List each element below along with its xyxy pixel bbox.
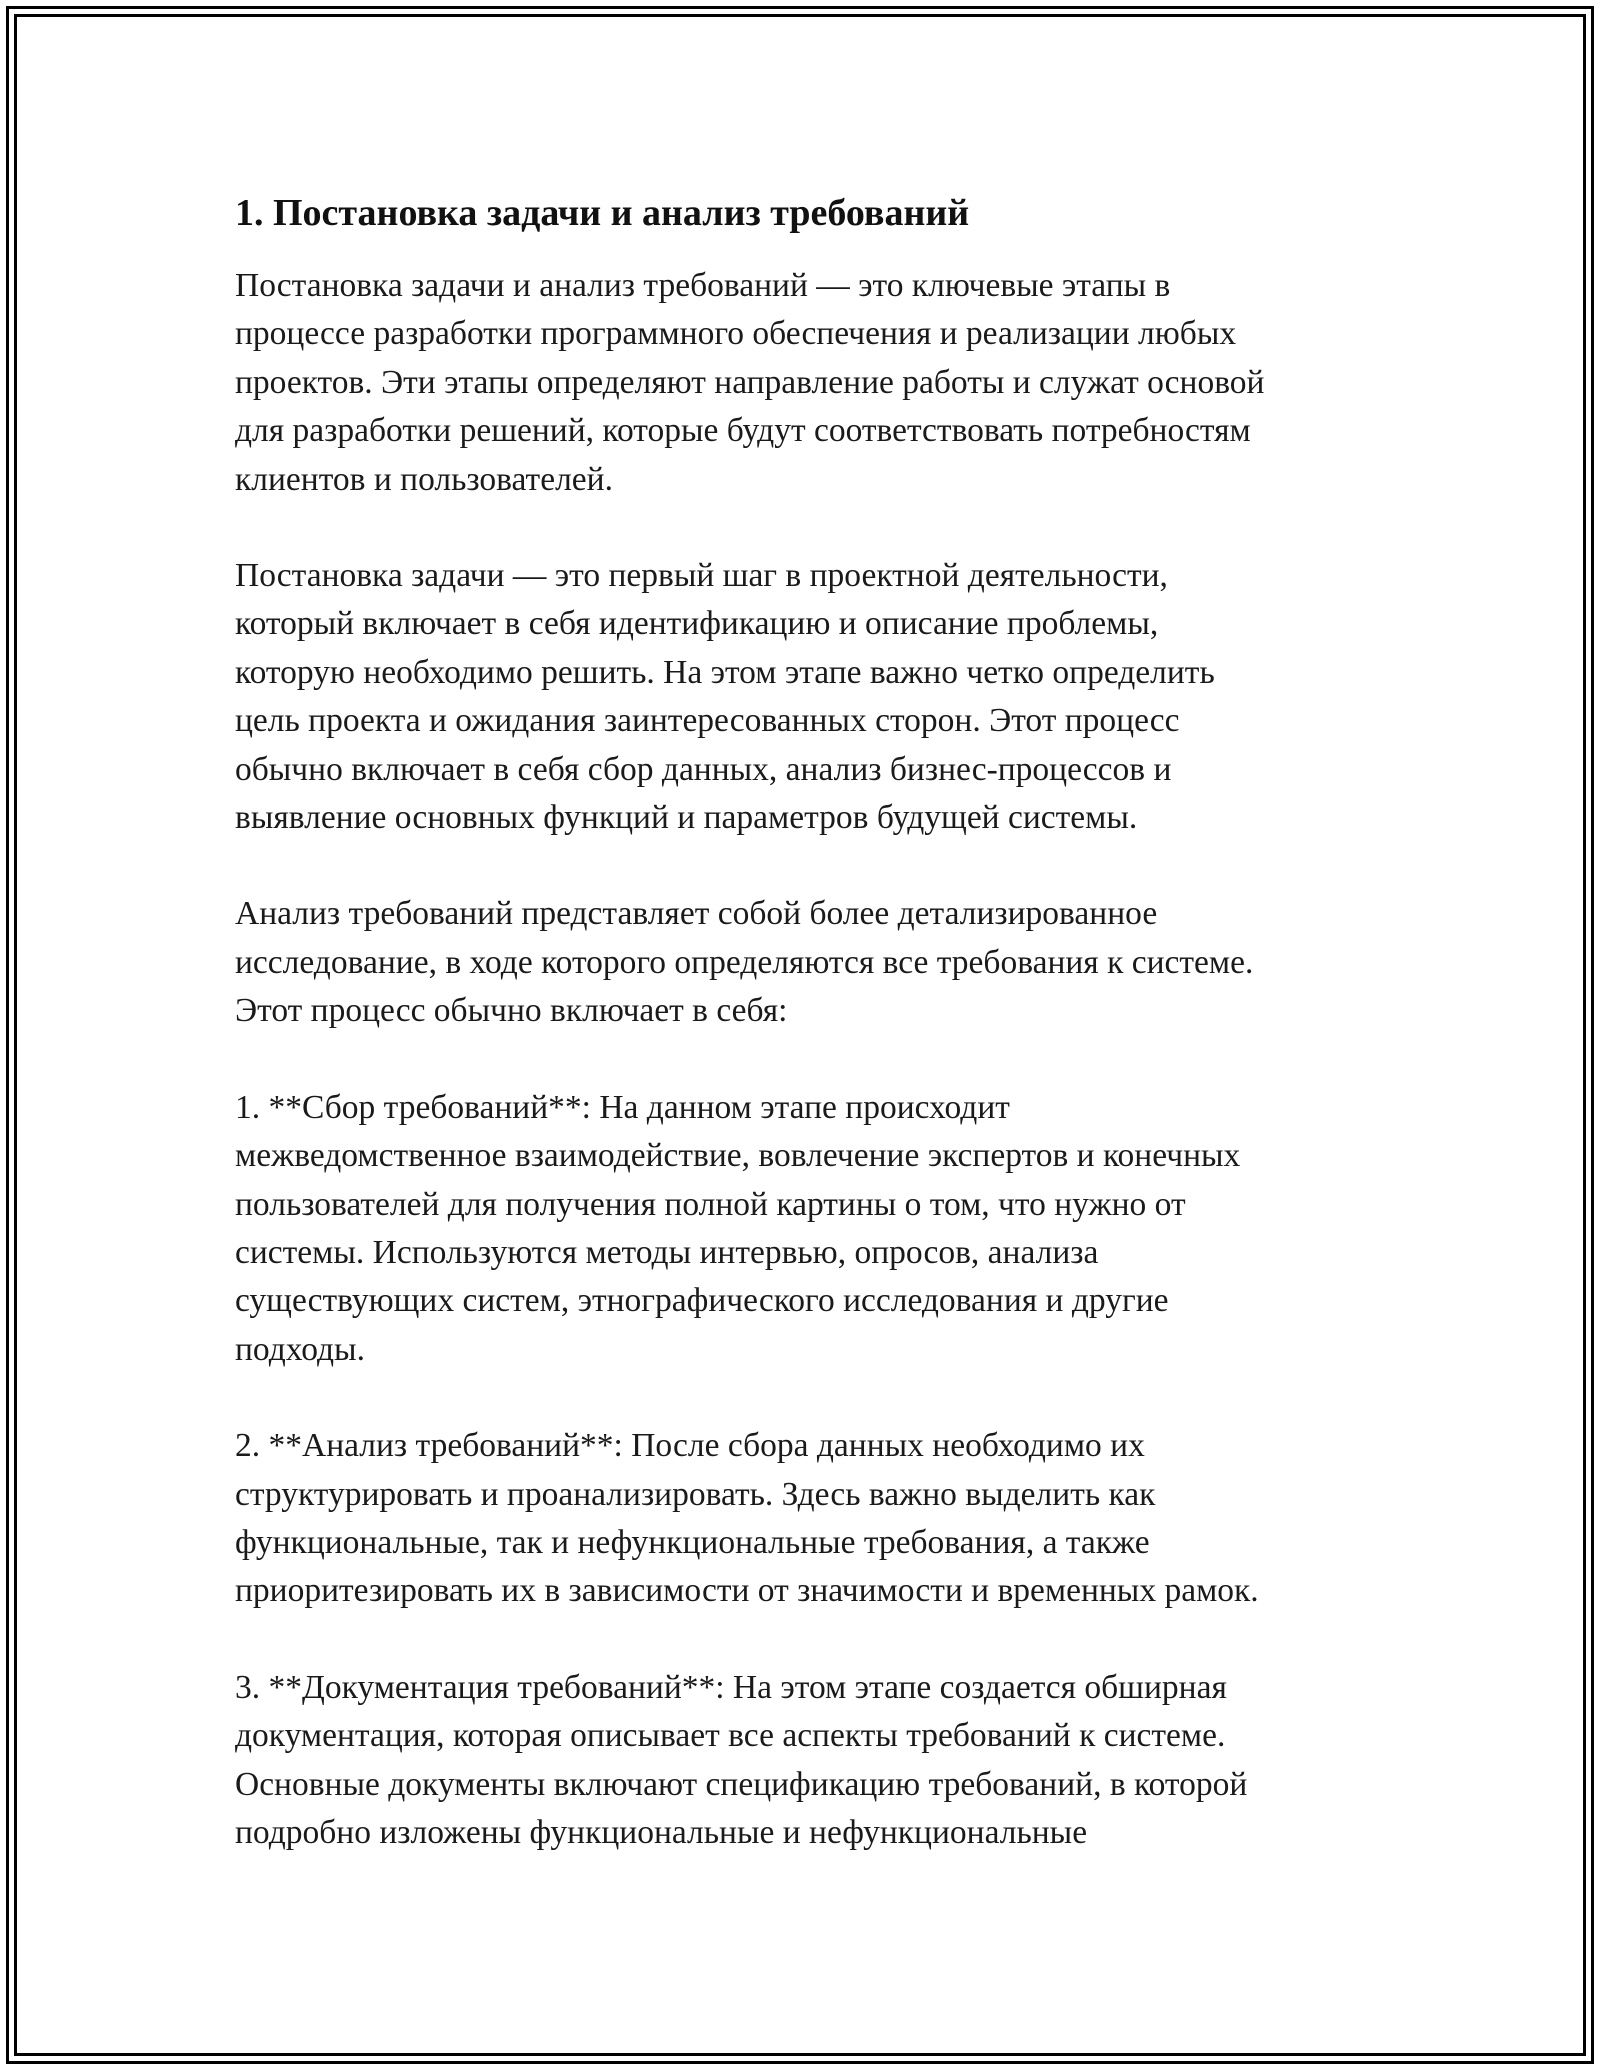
text-line: который включает в себя идентификацию и описание проблемы, — [235, 605, 1159, 643]
text-line: цель проекта и ожидания заинтересованных сторон. Этот процесс — [235, 702, 1180, 740]
text-line: исследование, в ходе которого определяются все требования к системе. — [235, 943, 1254, 981]
text-line: существующих систем, этнографического исследования и другие — [235, 1282, 1169, 1320]
text-line: структурировать и проанализировать. Здесь важно выделить как — [235, 1475, 1156, 1513]
text-line: выявление основных функций и параметров будущей системы. — [235, 799, 1138, 837]
list-item-requirements-documentation — [235, 1664, 1395, 1858]
text-line: функциональные, так и нефункциональные требования, а также — [235, 1523, 1150, 1561]
text-line: 1. **Сбор требований**: На данном этапе происходит — [235, 1088, 1010, 1126]
text-line: обычно включает в себя сбор данных, анализ бизнес-процессов и — [235, 750, 1172, 788]
document-page — [235, 188, 1395, 1905]
text-line: Постановка задачи — это первый шаг в проектной деятельности, — [235, 557, 1168, 595]
text-line: 3. **Документация требований**: На этом этапе создается обширная — [235, 1668, 1227, 1706]
section-heading: 1. Постановка задачи и анализ требований — [235, 192, 970, 234]
list-item-requirements-gathering — [235, 1084, 1395, 1374]
text-line: которую необходимо решить. На этом этапе важно четко определить — [235, 653, 1215, 691]
text-line: процессе разработки программного обеспечения и реализации любых — [235, 315, 1237, 353]
list-item-requirements-analysis — [235, 1422, 1395, 1616]
text-line: Основные документы включают спецификацию требований, в которой — [235, 1765, 1248, 1803]
text-line: Постановка задачи и анализ требований — это ключевые этапы в — [235, 267, 1171, 304]
text-line: Анализ требований представляет собой более детализированное — [235, 895, 1158, 933]
text-line: проектов. Эти этапы определяют направление работы и служат основой — [235, 363, 1265, 401]
text-line: межведомственное взаимодействие, вовлечение экспертов и конечных — [235, 1137, 1241, 1175]
paragraph-problem-statement — [235, 552, 1395, 842]
paragraph-intro — [235, 262, 1395, 504]
text-line: 2. **Анализ требований**: После сбора данных необходимо их — [235, 1427, 1145, 1465]
paragraph-requirements-analysis — [235, 890, 1395, 1035]
text-line: приоритезировать их в зависимости от значимости и временных рамок. — [235, 1572, 1259, 1610]
text-line: для разработки решений, которые будут соответствовать потребностям — [235, 412, 1251, 450]
text-line: пользователей для получения полной картины о том, что нужно от — [235, 1185, 1186, 1223]
text-line: системы. Используются методы интервью, опросов, анализа — [235, 1233, 1099, 1271]
text-line: подробно изложены функциональные и нефункциональные — [235, 1813, 1088, 1851]
text-line: Этот процесс обычно включает в себя: — [235, 992, 788, 1030]
text-line: подходы. — [235, 1330, 365, 1368]
text-line: клиентов и пользователей. — [235, 460, 613, 498]
text-line: документация, которая описывает все аспекты требований к системе. — [235, 1717, 1226, 1755]
